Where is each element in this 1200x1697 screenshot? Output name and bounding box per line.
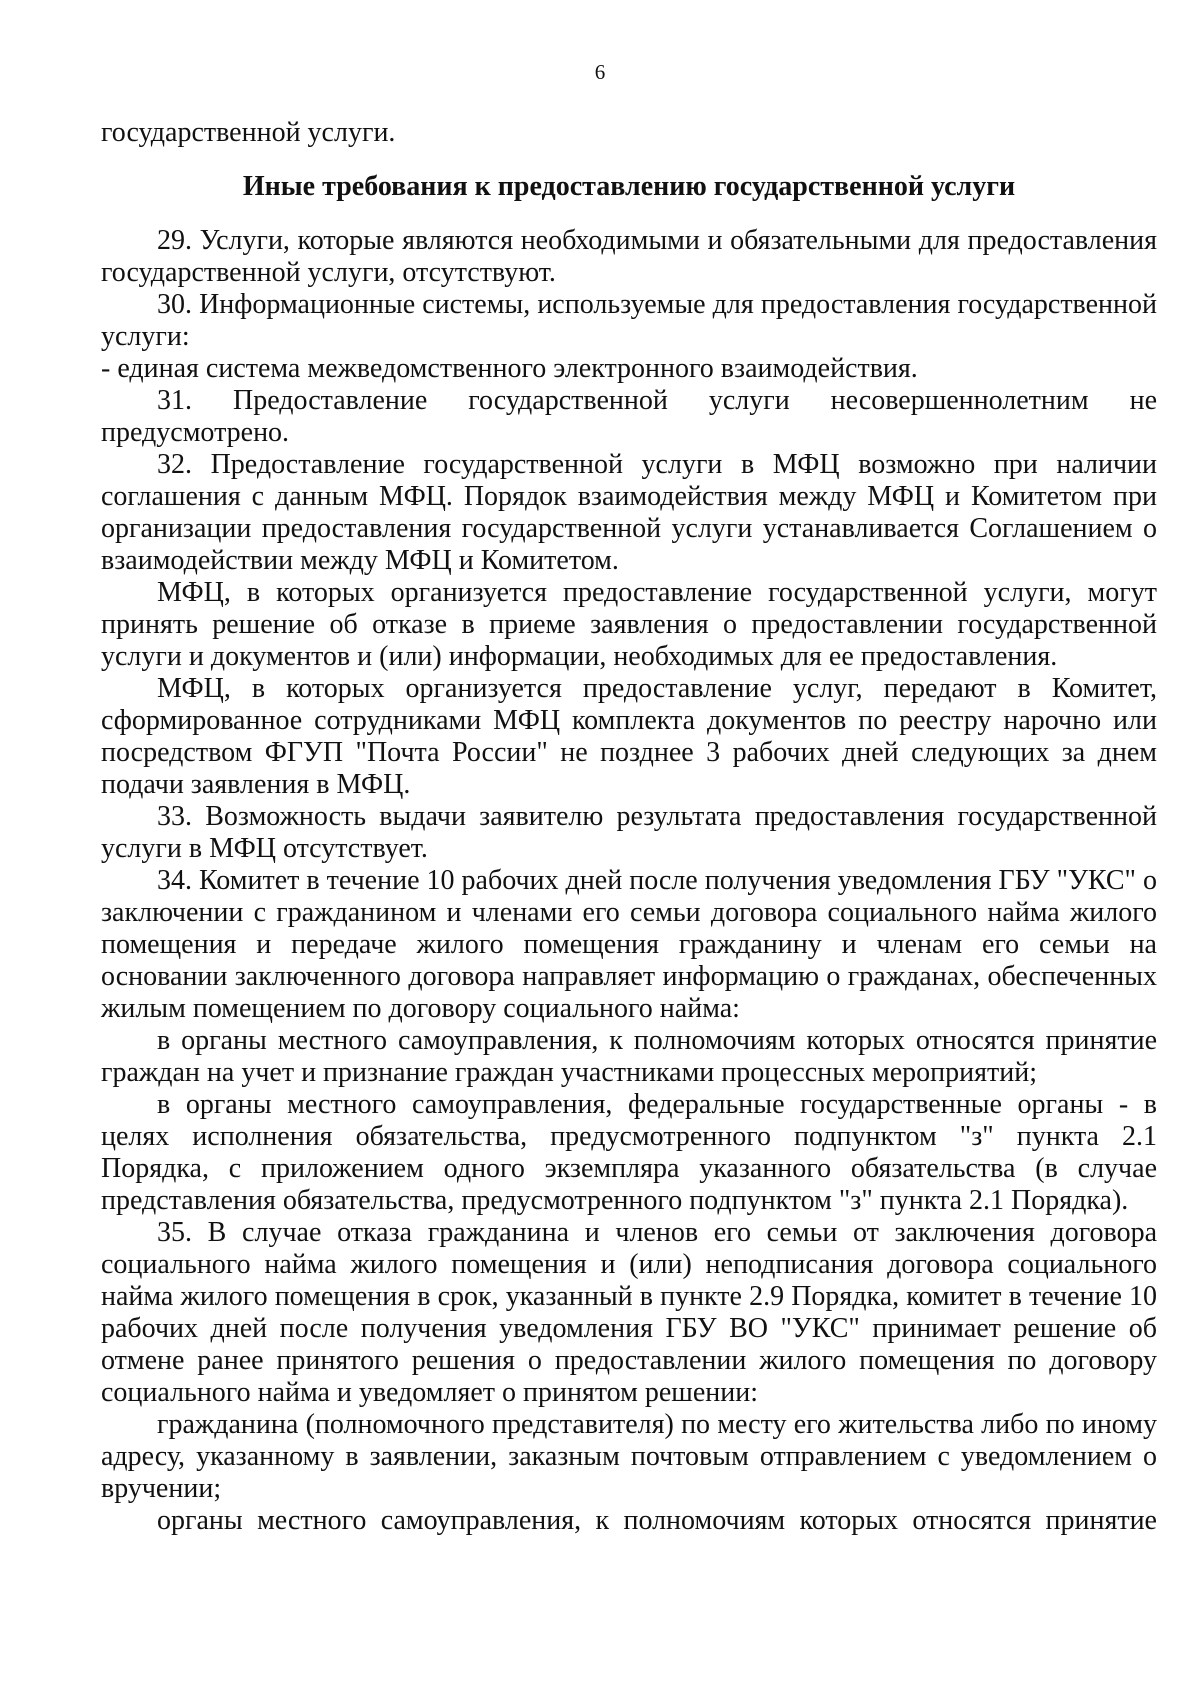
page-number: 6 xyxy=(594,60,606,84)
lead-fragment: государственной услуги. xyxy=(101,117,396,148)
paragraph-34: 34. Комитет в течение 10 рабочих дней после получения уведомления ГБУ "УКС" о заключении с гражданином и членами его семьи договора социального найма жилого помещения и передаче жилого помещения гражданину и членам его семьи на основании заключенного договора направляет информацию о гражданах, обеспеченных жилым помещением по договору социального найма: xyxy=(101,865,1157,1024)
paragraph-34-local-authorities: в органы местного самоуправления, к полномочиям которых относятся принятие граждан на учет и признание граждан участниками процессных мероприятий; xyxy=(101,1025,1157,1088)
paragraph-32: 32. Предоставление государственной услуги в МФЦ возможно при наличии соглашения с данным МФЦ. Порядок взаимодействия между МФЦ и Комитетом при организации предоставления государственной услуги устанавливается Соглашением о взаимодействии между МФЦ и Комитетом. xyxy=(101,449,1157,576)
paragraph-30-list-item: - единая система межведомственного электронного взаимодействия. xyxy=(101,353,918,384)
paragraph-33: 33. Возможность выдачи заявителю результата предоставления государственной услуги в МФЦ отсутствует. xyxy=(101,801,1157,864)
paragraph-29: 29. Услуги, которые являются необходимыми и обязательными для предоставления государственной услуги, отсутствуют. xyxy=(101,225,1157,288)
paragraph-35: 35. В случае отказа гражданина и членов его семьи от заключения договора социального найма жилого помещения и (или) неподписания договора социального найма жилого помещения в срок, указанный в пункте 2.9 Порядка, комитет в течение 10 рабочих дней после получения уведомления ГБУ ВО "УКС" принимает решение об отмене ранее принятого решения о предоставлении жилого помещения по договору социального найма и уведомляет о принятом решении: xyxy=(101,1217,1157,1408)
paragraph-32-mfc-refusal: МФЦ, в которых организуется предоставление государственной услуги, могут принять решение об отказе в приеме заявления о предоставлении государственной услуги и документов и (или) информации, необходимых для ее предоставления. xyxy=(101,577,1157,672)
paragraph-30: 30. Информационные системы, используемые для предоставления государственной услуги: xyxy=(101,289,1157,352)
paragraph-32-mfc-transfer: МФЦ, в которых организуется предоставление услуг, передают в Комитет, сформированное сотрудниками МФЦ комплекта документов по реестру нарочно или посредством ФГУП "Почта России" не позднее 3 рабочих дней следующих за днем подачи заявления в МФЦ. xyxy=(101,673,1157,800)
section-heading: Иные требования к предоставлению государственной услуги xyxy=(242,171,1016,202)
paragraph-35-citizen-notice: гражданина (полномочного представителя) по месту его жительства либо по иному адресу, указанному в заявлении, заказным почтовым отправлением с уведомлением о вручении; xyxy=(101,1409,1157,1504)
document-body xyxy=(101,117,1157,1537)
paragraph-34-federal-authorities: в органы местного самоуправления, федеральные государственные органы - в целях исполнения обязательства, предусмотренного подпунктом "з" пункта 2.1 Порядка, с приложением одного экземпляра указанного обязательства (в случае представления обязательства, предусмотренного подпунктом "з" пункта 2.1 Порядка). xyxy=(101,1089,1157,1216)
paragraph-35-authorities-notice: органы местного самоуправления, к полномочиям которых относятся принятие xyxy=(157,1505,1157,1536)
paragraph-31: 31. Предоставление государственной услуги несовершеннолетним не предусмотрено. xyxy=(101,385,1157,448)
